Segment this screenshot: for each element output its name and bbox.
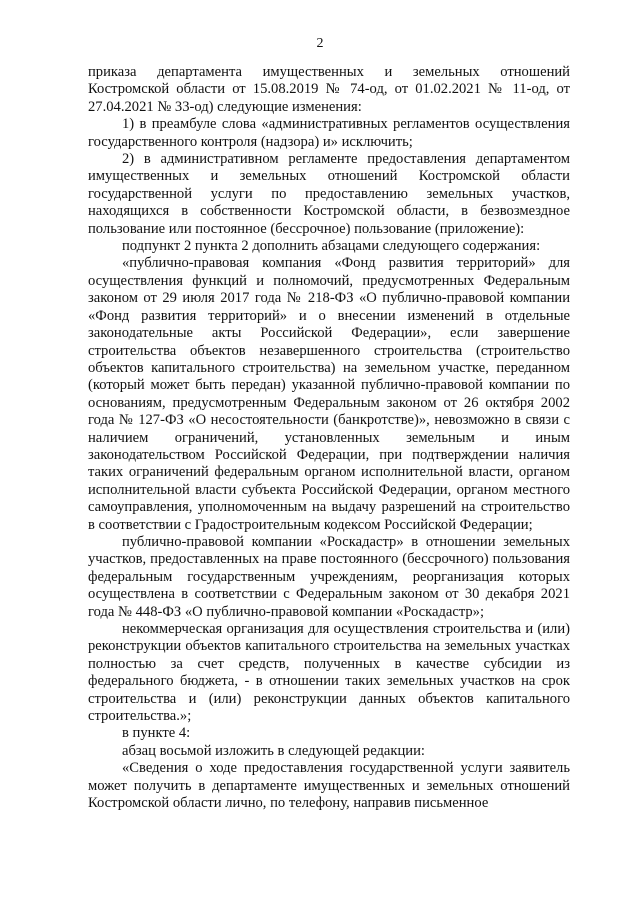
paragraph-10: «Сведения о ходе предоставления государственной услуги заявитель может получить в департаменте имущественных и земельных отношений Костромской области лично, по телефону, направив письменное (88, 760, 570, 812)
document-body (88, 64, 570, 812)
page-number: 2 (316, 36, 324, 51)
paragraph-4: подпункт 2 пункта 2 дополнить абзацами следующего содержания: (122, 238, 541, 255)
paragraph-9: абзац восьмой изложить в следующей редакции: (122, 742, 425, 759)
paragraph-1: приказа департамента имущественных и земельных отношений Костромской области от 15.08.2019 № 74-од, от 01.02.2021 № 11-од, от 27.04.2021 № 33-од) следующие изменения: (88, 64, 570, 115)
paragraph-5: «публично-правовая компания «Фонд развития территорий» для осуществления функций и полномочий, предусмотренных Федеральным законом от 29 июля 2017 года № 218-ФЗ «О публично-правовой компании «Фонд развития территорий» и о внесении изменений в отдельные законодательные акты Российской Федерации», если завершение строительства объектов незавершенного строительства (строительство объектов капитального строительства) на земельном участке, переданном (который может быть передан) указанной публично-правовой компании по основаниям, предусмотренным Федеральным законом от 26 октября 2002 года № 127-ФЗ «О несостоятельности (банкротстве)», невозможно в связи с наличием ограничений, установленных земельным и иным законодательством Российской Федерации, при подтверждении наличия таких ограничений федеральным органом исполнительной власти, органом исполнительной власти субъекта Российской Федерации, органом местного самоуправления, уполномоченным на выдачу разрешений на строительство в соответствии с Градостроительным кодексом Российской Федерации; (88, 255, 570, 533)
paragraph-2: 1) в преамбуле слова «административных регламентов осуществления государственного контроля (надзора) и» исключить; (88, 116, 570, 150)
paragraph-6: публично-правовой компании «Роскадастр» в отношении земельных участков, предоставленных на праве постоянного (бессрочного) пользования федеральным государственным учреждениям, реорганизация которых осуществлена в соответствии с Федеральным законом от 30 декабря 2021 года № 448-ФЗ «О публично-правовой компании «Роскадастр»; (88, 533, 570, 620)
paragraph-8: в пункте 4: (122, 725, 191, 742)
paragraph-3: 2) в административном регламенте предоставления департаментом имущественных и земельных отношений Костромской области государственной услуги по предоставлению земельных участков, находящихся в собственности Костромской области, в безвозмездное пользование или постоянное (бессрочное) пользование (приложение): (88, 151, 570, 237)
paragraph-7: некоммерческая организация для осуществления строительства и (или) реконструкции объектов капитального строительства на земельных участках полностью за счет средств, полученных в качестве субсидии из федерального бюджета, - в отношении таких земельных участков на срок строительства и (или) реконструкции данных объектов капитального строительства.»; (88, 621, 570, 725)
